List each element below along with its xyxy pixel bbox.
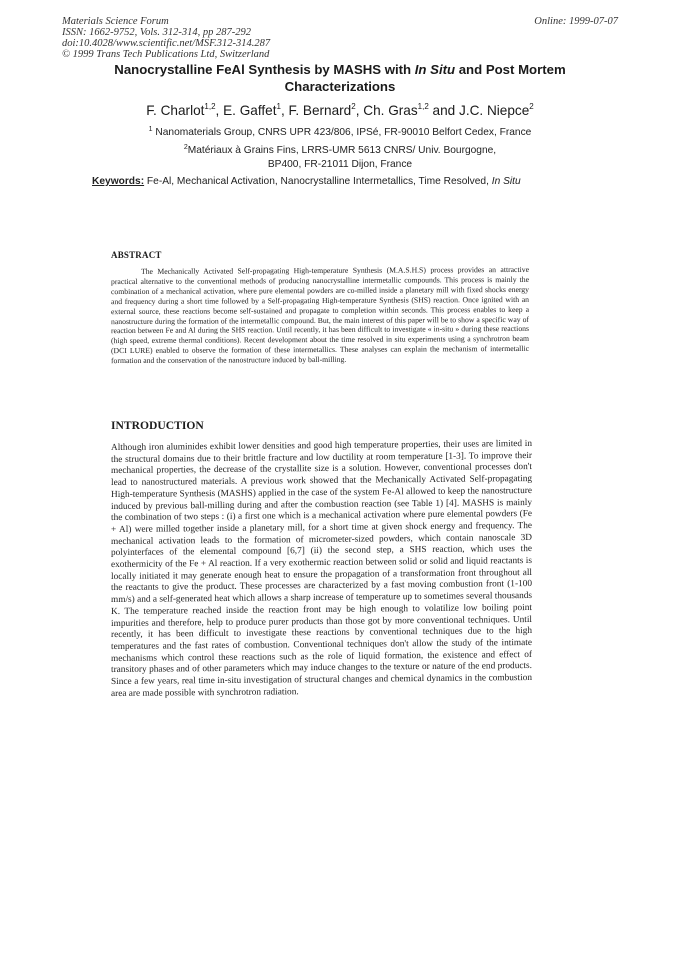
- affiliation-2: $^2$Matériaux à Grains Fins, LRRS-UMR 5613 CNRS/ Univ. Bourgogne, BP400, FR-21011 Dijon, France: [183, 144, 497, 170]
- abstract-paragraph: The Mechanically Activated Self-propagating High-temperature Synthesis (M.A.S.H.S) process provides an attractive practical alternative to the conventional methods of producing nanocrystalline intermetallic compounds. This process is mainly the combination of a mechanical activation, where pure elemental powders are co-milled inside a planetary mill with fixed shocks energy and frequency during a short time followed by a Self-propagating High-temperature Synthesis (SHS) reaction. Once ignited with an external source, these reactions become self-sustained and propagate to completion within seconds. This process enables to keep a nanostructure during the formation of the intermetallic compound. But, the main interest of this paper will be to show a specific way of reaction between Fe and Al during the SHS reaction. Until recently, it has been difficult to investigate « in-situ » during these reactions (high speed, extreme thermal conditions). Recent development about the time resolved in situ experiments using a synchrotron beam (DCI LURE) enabled to observe the formation of these intermetallics. These analyses can explain the mechanism of intermetallic formation and the conservation of the nanostructure induced by ball-milling.: [111, 264, 529, 366]
- author: F. Bernard$^2$,: [288, 102, 364, 118]
- journal-name: Materials Science Forum: [62, 16, 169, 27]
- keywords-text: Fe-Al, Mechanical Activation, Nanocrystalline Intermetallics, Time Resolved,: [144, 176, 492, 187]
- author: E. Gaffet$^1$,: [223, 102, 289, 118]
- author: F. Charlot$^{1,2}$,: [146, 102, 224, 118]
- introduction-paragraph: Although iron aluminides exhibit lower densities and good high temperature properties, their uses are limited in the structural domains due to their brittle fracture and low ductility at room temperature [1-3]. To improve their mechanical properties, the decrease of the crystallite size is a solution. However, conventional processes don't lead to nanostructured materials. A previous work showed that the Mechanically Activated Self-propagating High-temperature Synthesis (MASHS) applied in the case of the system Fe-Al allowed to keep the nanostructure induced by previous ball-milling during and after the combustion reaction (see Table 1) [4]. MASHS is mainly the combination of two steps : (i) a first one which is a mechanical activation where pure elemental powders (Fe + Al) were milled together inside a planetary mill, for a short time at given shock energy and frequency. The mechanical activation leads to the formation of micrometer-sized powders, which contain nanoscale 3D polyinterfaces of the elemental compound [6,7] (ii) the second step, a SHS reaction, which uses the exothermicity of the Fe + Al reaction. If a very exothermic reaction between solid or solid and liquid reactants is locally initiated it may generate enough heat to ensure the propagation of a transformation front throughout all the reactants to give the product. These processes are characterized by a fast moving combustion front (1-100 mm/s) and a self-generated heat which allows a sharp increase of temperature up to sometimes several thousands K. The temperature reached inside the reaction front may be high enough to volatilize low boiling point impurities and therefore, help to produce purer products than those got by more conventional techniques. Until recently, it has been difficult to investigate these reactions by conventional techniques due to the high temperatures and the fast rates of combustion. Conventional techniques don't allow the study of the intimate mechanisms which control these reactions such as the role of liquid formation, the existence and effect of transitory phases and of other parameters which may induce changes to the texture or nature of the end products. Since a few years, real time in-situ investigation of structural changes and chemical dynamics in the combustion area are made possible with synchrotron radiation.: [111, 438, 532, 699]
- introduction-heading: INTRODUCTION: [111, 419, 204, 432]
- title-italic: In Situ: [414, 62, 456, 77]
- title-part-1: Nanocrystalline FeAl Synthesis by MASHS with: [114, 62, 415, 77]
- author-list: [80, 102, 600, 118]
- keywords: [92, 176, 572, 187]
- issn-line: ISSN: 1662-9752, Vols. 312-314, pp 287-292: [62, 27, 251, 38]
- doi-line[interactable]: doi:10.4028/www.scientific.net/MSF.312-314.287: [62, 38, 271, 49]
- affiliation-1: $^1$ Nanomaterials Group, CNRS UPR 423/806, IPSé, FR-90010 Belfort Cedex, France: [148, 126, 532, 138]
- paper-title: [70, 61, 610, 95]
- copyright-line: © 1999 Trans Tech Publications Ltd, Switzerland: [62, 49, 270, 60]
- online-date: Online: 1999-07-07: [534, 16, 618, 27]
- author: Ch. Gras$^{1,2}$ and: [363, 102, 460, 118]
- introduction-body: [111, 439, 532, 701]
- author: J.C. Niepce$^2$: [459, 102, 534, 118]
- title-part-2: and Post Mortem Characterizations: [284, 62, 566, 94]
- abstract-heading: ABSTRACT: [111, 250, 162, 260]
- keywords-italic: In Situ: [491, 176, 521, 187]
- abstract-body: [111, 265, 529, 366]
- keywords-label: Keywords:: [92, 176, 145, 187]
- publication-header: [62, 16, 270, 60]
